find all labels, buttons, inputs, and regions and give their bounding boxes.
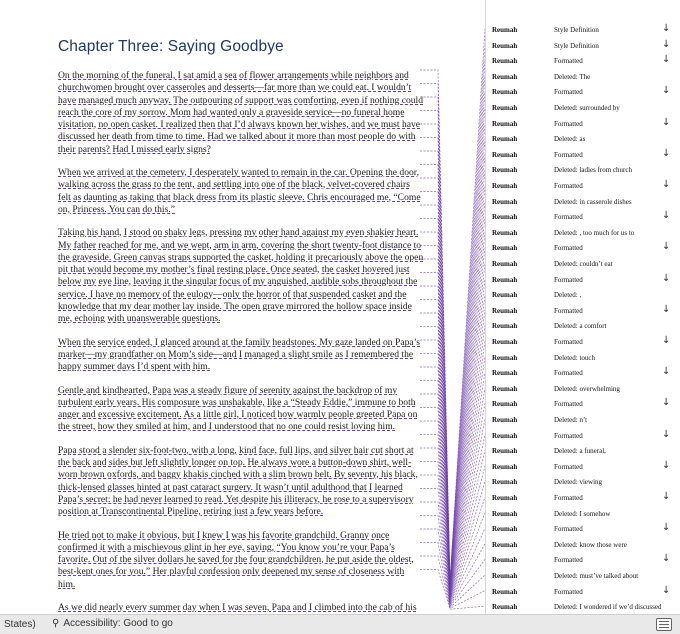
expand-arrow-icon[interactable]: ↓ [662,241,671,253]
expand-arrow-icon[interactable]: ↓ [662,116,671,128]
revision-action: Deleted: surrounded by [554,104,620,112]
revision-action: Deleted: must’ve talked about [554,572,639,580]
revision-balloon[interactable] [486,397,680,413]
revision-balloon[interactable] [486,522,680,538]
paragraph: Taking his hand, I stood on shaky legs, pressing my other hand against my even shakier heart. My father reached for me, and we wept, arm in arm, covering the short twenty-foot distance to the graveside. Green canvas straps supported the casket, holding it precariously above the open pit that would become my mother’s final resting place. Once seated, the casket hovered just below my eye line, leaving it the singular focus of my anguished, audible sobs throughout the service. I have no memory of the eulogy—only the horror of that suspended casket and the knowledge that my dear mother lay inside. The open grave mirrored the hollow space inside me, echoing with unanswerable questions. [58,227,424,325]
revision-balloon[interactable] [486,507,680,523]
revision-action: Formatted [554,244,583,253]
revision-author: Reumah [492,244,518,253]
accessibility-label: Accessibility: Good to go [63,618,173,629]
revision-author: Reumah [492,26,518,34]
revision-action: Formatted [554,462,583,471]
revision-author: Reumah [492,556,518,565]
revision-action: Formatted [554,525,583,534]
revision-author: Reumah [492,400,518,409]
revision-action: Deleted: ladies from church [554,166,632,175]
revision-balloon[interactable] [486,600,680,614]
revision-action: Deleted: as [554,135,586,144]
revision-balloon-pane [485,0,680,614]
paragraph: When we arrived at the cemetery, I desperately wanted to remain in the car. Opening the door, walking across the grass to the tent, and settling into one of the black, velvet-covered chairs felt as daunting as taking that black dress from its plastic sleeve. Chris encouraged me, “Come on, Princess. You can do this.” [58,167,421,215]
revision-author: Reumah [492,369,518,378]
revision-balloon[interactable] [486,210,680,226]
expand-arrow-icon[interactable]: ↓ [662,23,671,34]
revision-action: Deleted: touch [554,353,596,362]
expand-arrow-icon[interactable]: ↓ [662,428,671,440]
revision-balloon[interactable] [486,257,680,273]
accessibility-icon: ⚲ [52,618,60,629]
revision-balloon[interactable] [486,163,680,179]
expand-arrow-icon[interactable]: ↓ [662,553,671,565]
revision-balloon[interactable] [486,335,680,351]
paragraph: Papa stood a slender six-foot-two, with a long, kind face, full lips, and silver hair cut short at the back and sides but left slightly longer on top. He always wore a button-down shirt, well-worn brown oxfords, and baggy khakis cinched with a slim brown belt. By seventy, his black, thick-lensed glasses hinted at past cataract surgery. It wasn’t until adulthood that I learned Papa’s secret: he had never learned to read. Yet despite his illiteracy, he rose to a supervisory position at Transcontinental Pipeline, retiring just a few years before. [58,444,418,518]
expand-arrow-icon[interactable]: ↓ [662,459,671,471]
revision-balloon[interactable] [486,288,680,304]
document-body[interactable] [58,38,424,614]
revision-balloon[interactable] [486,413,680,429]
revision-action: Formatted [554,494,583,502]
accessibility-status[interactable] [52,618,173,629]
revision-action: Formatted [554,431,583,440]
revision-action: Formatted [554,400,583,409]
revision-author: Reumah [492,603,518,612]
revision-balloon[interactable] [486,148,680,164]
revision-action: Deleted: viewing [554,478,603,487]
revision-author: Reumah [492,291,518,300]
revision-balloon[interactable] [486,351,680,367]
revision-action: Deleted: couldn’t eat [554,260,613,268]
revision-action: Deleted: n’t [554,416,588,424]
revision-action: Deleted: a comfort [554,322,607,331]
revision-author: Reumah [492,494,518,502]
revision-action: Deleted: overwhelming [554,384,620,393]
revision-action: Deleted: I wondered if we’d discussed [554,603,662,612]
revision-balloon[interactable] [486,23,680,39]
revision-balloon[interactable] [486,444,680,460]
revision-author: Reumah [492,540,518,549]
revision-balloon[interactable] [486,553,680,569]
revision-action: Deleted: , [554,291,582,300]
connector-line [420,201,485,589]
revision-balloon[interactable] [486,538,680,554]
revision-balloon[interactable] [486,101,680,117]
revision-action: Formatted [554,338,583,346]
revision-action: Deleted: , too much for us to [554,228,635,237]
revision-author: Reumah [492,119,518,128]
revision-action: Formatted [554,150,583,159]
revision-action: Formatted [554,119,583,128]
paragraph-list [58,70,424,614]
revision-action: Deleted: The [554,72,591,81]
revision-balloon[interactable] [486,226,680,242]
expand-arrow-icon[interactable]: ↓ [662,366,671,378]
revision-balloon[interactable] [486,39,680,55]
status-bar [0,614,680,634]
revision-author: Reumah [492,135,518,144]
revision-author: Reumah [492,353,518,362]
revision-author: Reumah [492,478,518,487]
states-label: States) [4,619,36,630]
expand-arrow-icon[interactable]: ↓ [662,38,671,50]
revision-action: Style Definition [554,26,599,34]
revision-action: Deleted: in casserole dishes [554,197,632,206]
revision-action: Formatted [554,275,583,284]
revision-balloon[interactable] [486,132,680,148]
expand-arrow-icon[interactable]: ↓ [662,210,671,222]
revision-author: Reumah [492,228,518,237]
revision-balloon[interactable] [486,429,680,445]
revision-balloon[interactable] [486,179,680,195]
revision-author: Reumah [492,213,518,222]
paragraph: On the morning of the funeral, I sat amid a sea of flower arrangements while neighbors and churchwomen brought over casseroles and desserts—far more than we could eat. I wouldn’t have managed much anyway. The outpouring of support was comforting, even if nothing could reach the core of my sorrow. Mom had wanted only a graveside service—no funeral home visitation, no open casket. I realized then that I’d always known her wishes, and we must have discussed her death from time to time. Had we talked about it more than most people do with their parents? Had I missed early signs? [58,70,424,155]
connector-line [420,76,485,582]
paragraph: He tried not to make it obvious, but I knew I was his favorite grandchild. Granny once confirmed it with a mischievous glint in her eye, saying, “You know you’re your Papa’s favorite. Out of the silver dollars he saved for the four grandchildren, he put aside the oldest, best-kept ones for you.” Her playful confession only deepened my sense of closeness with him. [58,529,414,590]
revision-action: Formatted [554,587,583,596]
revision-author: Reumah [492,166,518,175]
revision-balloon[interactable] [486,460,680,476]
revision-action: Formatted [554,556,583,565]
paragraph: When the service ended, I glanced around at the family headstones. My gaze landed on Papa’s marker—my grandfather on Mom’s side—and I managed a slight smile as I remembered the happy summer days I’d spent with him. [58,336,421,373]
revision-author: Reumah [492,72,518,81]
revision-action: Style Definition [554,41,599,50]
revision-author: Reumah [492,572,518,580]
revision-author: Reumah [492,462,518,471]
revision-action: Formatted [554,88,583,97]
revision-author: Reumah [492,322,518,331]
expand-arrow-icon[interactable]: ↓ [662,522,671,534]
revision-author: Reumah [492,104,518,112]
revision-action: Formatted [554,57,583,66]
paragraph: As we did nearly every summer day when I was seven, Papa and I climbed into the cab of his [58,601,417,613]
paragraph: Gentle and kindhearted, Papa was a steady figure of serenity against the backdrop of my turbulent early years. His composure was unshakable, like a “Steady Eddie,” immune to both anger and excessive excitement. As a little girl, I noticed how warmly people greeted Papa on the street, how they smiled at him, and I understood that no one could resist loving him. [58,384,418,433]
revision-balloon[interactable] [486,241,680,257]
revision-author: Reumah [492,57,518,66]
revision-author: Reumah [492,182,518,190]
expand-arrow-icon[interactable]: ↓ [662,54,671,66]
revision-balloon[interactable] [486,85,680,101]
expand-arrow-icon[interactable]: ↓ [662,272,671,284]
revision-action: Formatted [554,306,583,315]
expand-arrow-icon[interactable]: ↓ [662,491,671,502]
revision-balloon[interactable] [486,117,680,133]
revision-author: Reumah [492,338,518,346]
revision-author: Reumah [492,197,518,206]
revision-author: Reumah [492,275,518,284]
connector-line [420,154,485,586]
expand-arrow-icon[interactable]: ↓ [662,179,671,190]
revision-balloon[interactable] [486,491,680,507]
revision-author: Reumah [492,306,518,315]
revision-action: Deleted: I somehow [554,509,611,518]
revision-balloon[interactable] [486,70,680,86]
revision-author: Reumah [492,384,518,393]
revision-author: Reumah [492,416,518,424]
expand-arrow-icon[interactable]: ↓ [662,397,671,409]
revision-connector-lines [420,0,490,614]
revision-action: Formatted [554,213,583,222]
revision-author: Reumah [492,587,518,596]
view-layout-icon[interactable] [656,618,672,631]
chapter-title: Chapter Three: Saying Goodbye [58,38,284,55]
revision-balloon[interactable] [486,273,680,289]
connector-line [420,29,485,580]
revision-action: Formatted [554,369,583,378]
expand-arrow-icon[interactable]: ↓ [662,303,671,315]
expand-arrow-icon[interactable]: ↓ [662,85,671,97]
revision-balloon[interactable] [486,54,680,70]
revision-action: Deleted: know those were [554,540,627,549]
revision-balloon[interactable] [486,475,680,491]
revision-action: Deleted: a funeral, [554,447,606,456]
revision-balloon[interactable] [486,366,680,382]
revision-author: Reumah [492,509,518,518]
expand-arrow-icon[interactable]: ↓ [662,584,671,596]
revision-balloon[interactable] [486,382,680,398]
expand-arrow-icon[interactable]: ↓ [662,335,671,346]
revision-author: Reumah [492,150,518,159]
revision-action: Formatted [554,182,583,190]
revision-author: Reumah [492,41,518,50]
connector-line [420,91,485,582]
revision-author: Reumah [492,260,518,268]
revision-author: Reumah [492,525,518,534]
expand-arrow-icon[interactable]: ↓ [662,147,671,159]
revision-balloon[interactable] [486,195,680,211]
revision-author: Reumah [492,88,518,97]
revision-author: Reumah [492,431,518,440]
revision-balloon[interactable] [486,304,680,320]
revision-balloon[interactable] [486,319,680,335]
revision-author: Reumah [492,447,518,456]
revision-balloon[interactable] [486,585,680,601]
revision-balloon[interactable] [486,569,680,585]
